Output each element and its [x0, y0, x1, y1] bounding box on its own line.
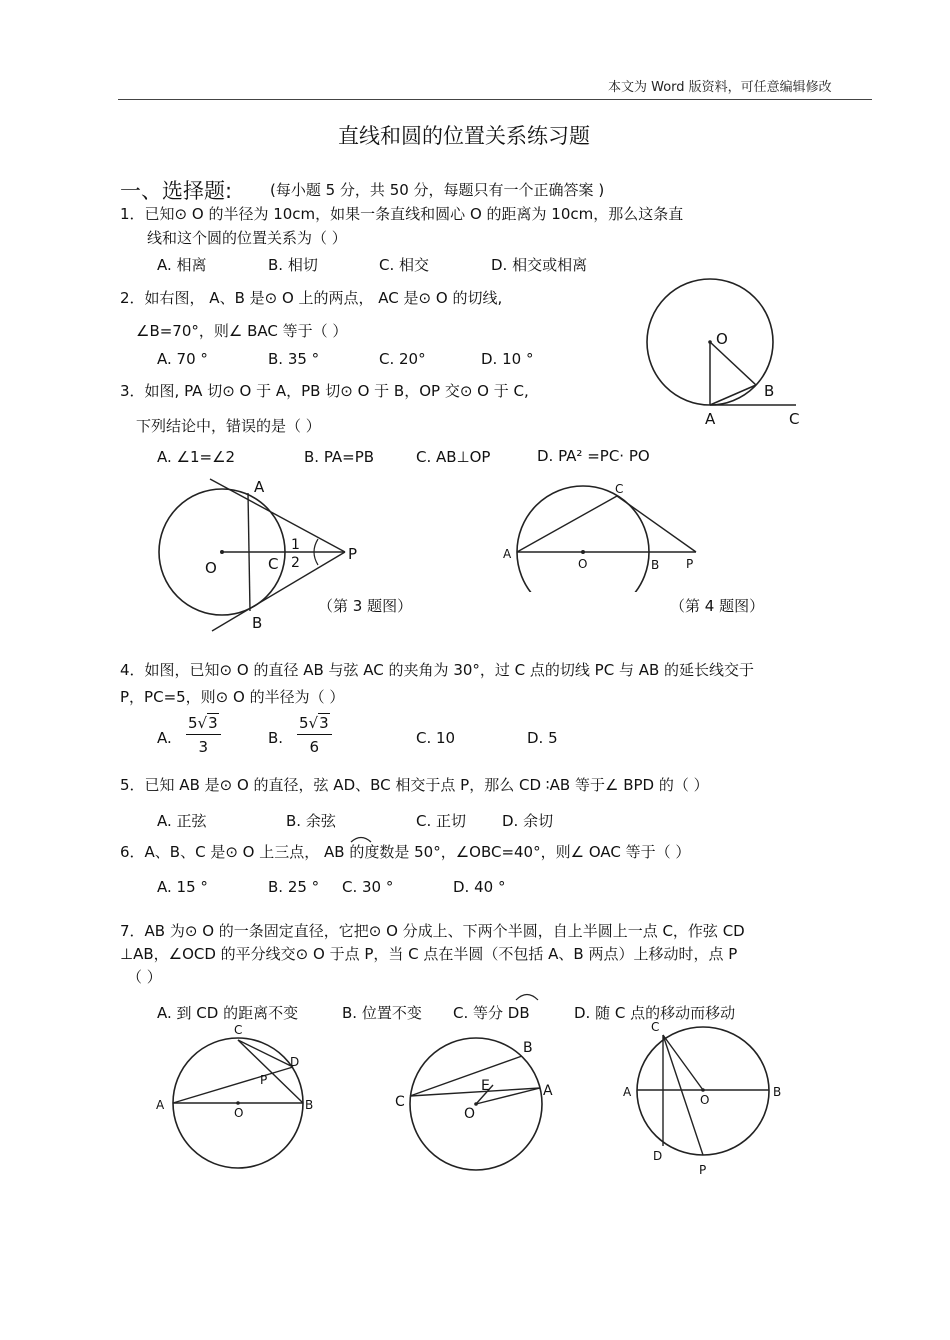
q6-option-b: B. 25 ° — [268, 878, 320, 896]
label-angle-1: 1 — [291, 537, 300, 553]
center-dot — [220, 550, 224, 554]
label-O: O — [716, 330, 728, 348]
tangent-PA — [210, 479, 345, 552]
q7-line2: ⊥AB，∠OCD 的平分线交⊙ O 于点 P，当 C 点在半圆（不包括 A、B 两点）上移动时，点 P — [120, 945, 738, 963]
q5-option-a: A. 正弦 — [157, 812, 207, 830]
label-A: A — [705, 410, 716, 428]
label-A: A — [254, 478, 265, 496]
q1-line2: 线和这个圆的位置关系为（ ） — [147, 229, 347, 247]
label-O: O — [464, 1106, 476, 1122]
figure-q7a — [150, 1020, 330, 1170]
q4-option-b-fraction: $\frac{5√3}{6}$ — [297, 714, 332, 756]
q4-option-a-label: A. — [157, 729, 172, 747]
label-A: A — [543, 1083, 553, 1099]
figure-q7b — [390, 1030, 560, 1180]
q5-option-b: B. 余弦 — [286, 812, 336, 830]
label-angle-2: 2 — [291, 555, 300, 571]
arc-mark-DB — [515, 991, 539, 1001]
label-D: D — [290, 1055, 300, 1069]
q6-option-c: C. 30 ° — [342, 878, 394, 896]
q2-line2: ∠B=70°，则∠ BAC 等于（ ） — [136, 322, 348, 340]
figure-q7c — [618, 1018, 793, 1183]
label-B: B — [305, 1098, 314, 1112]
label-A: A — [503, 547, 512, 561]
label-P: P — [260, 1073, 268, 1087]
label-C: C — [789, 410, 800, 428]
section-heading: 一、选择题: — [120, 179, 233, 203]
circle — [517, 486, 649, 592]
chord-CB — [238, 1040, 303, 1103]
tangent-PB — [212, 552, 345, 631]
label-C: C — [615, 482, 624, 496]
q4-option-b-label: B. — [268, 729, 284, 747]
q3-option-a: A. ∠1=∠2 — [157, 448, 236, 466]
label-O: O — [205, 559, 217, 577]
segment-OB — [710, 342, 756, 385]
figure-q2 — [638, 272, 818, 432]
label-E: E — [481, 1078, 490, 1094]
label-O: O — [234, 1106, 244, 1120]
segment-AB — [710, 385, 756, 405]
q3-line2: 下列结论中，错误的是（ ） — [136, 417, 321, 435]
q4-option-c: C. 10 — [416, 729, 456, 747]
label-B: B — [764, 382, 775, 400]
q4-line1: 4．如图，已知⊙ O 的直径 AB 与弦 AC 的夹角为 30°，过 C 点的切线 PC 与 AB 的延长线交于 — [120, 661, 755, 679]
q2-option-b: B. 35 ° — [268, 350, 320, 368]
q7-line1: 7．AB 为⊙ O 的一条固定直径，它把⊙ O 分成上、下两个半圆，自上半圆上一点 C，作弦 CD — [120, 922, 745, 940]
section-subheading: (每小题 5 分，共 50 分，每题只有一个正确答案 ) — [270, 181, 605, 199]
label-P: P — [699, 1163, 707, 1177]
q7-line3: （ ） — [127, 968, 162, 986]
tangent-PC — [617, 496, 696, 552]
q2-option-c: C. 20° — [379, 350, 426, 368]
q1-option-a: A. 相离 — [157, 256, 207, 274]
q4-option-a-fraction: $\frac{5√3}{3}$ — [186, 714, 221, 756]
center-dot — [708, 340, 712, 344]
header-note: 本文为 Word 版资料，可任意编辑修改 — [608, 80, 832, 95]
chord-AD — [173, 1067, 293, 1103]
q1-option-c: C. 相交 — [379, 256, 430, 274]
center-dot — [581, 550, 585, 554]
q1-option-b: B. 相切 — [268, 256, 318, 274]
q7-option-c: C. 等分 DB — [453, 1004, 530, 1022]
q3-option-c: C. AB⊥OP — [416, 448, 491, 466]
q3-line1: 3．如图, PA 切⊙ O 于 A，PB 切⊙ O 于 B，OP 交⊙ O 于 C, — [120, 382, 529, 400]
q2-option-a: A. 70 ° — [157, 350, 208, 368]
segment-CO — [663, 1035, 703, 1090]
center-dot — [236, 1101, 240, 1105]
label-B: B — [773, 1085, 782, 1099]
q3-option-b: B. PA=PB — [304, 448, 375, 466]
segment-CP — [663, 1035, 703, 1155]
figure-q4 — [500, 482, 710, 592]
label-A: A — [156, 1098, 165, 1112]
q4-option-a-numerator: 5 — [188, 714, 198, 732]
header-rule — [118, 99, 872, 100]
label-B: B — [252, 614, 263, 632]
q6-line1: 6．A、B、C 是⊙ O 上三点， AB 的度数是 50°，∠OBC=40°，则∠ OAC 等于（ ） — [120, 843, 691, 861]
label-P: P — [686, 557, 694, 571]
q7-option-d: D. 随 C 点的移动而移动 — [574, 1004, 736, 1022]
q5-option-d: D. 余切 — [502, 812, 554, 830]
q1-line1: 1．已知⊙ O 的半径为 10cm，如果一条直线和圆心 O 的距离为 10cm，那么这条直 — [120, 205, 684, 223]
q4-option-d: D. 5 — [527, 729, 558, 747]
q4-line2: P，PC=5，则⊙ O 的半径为（ ） — [120, 688, 345, 706]
label-C: C — [234, 1023, 243, 1037]
arc-mark-AB — [350, 835, 372, 843]
q1-option-d: D. 相交或相离 — [491, 256, 588, 274]
q3-option-d: D. PA² =PC· PO — [537, 447, 650, 465]
chord-AC — [517, 496, 617, 552]
q7-option-b: B. 位置不变 — [342, 1004, 422, 1022]
page-title: 直线和圆的位置关系练习题 — [338, 124, 590, 148]
label-C: C — [651, 1020, 660, 1034]
label-C: C — [395, 1094, 405, 1110]
q4-option-a-denominator: 3 — [198, 738, 209, 756]
label-B: B — [651, 558, 660, 572]
label-D: D — [653, 1149, 663, 1163]
center-dot — [701, 1088, 705, 1092]
label-A: A — [623, 1085, 632, 1099]
figure-q3-caption: （第 3 题图） — [318, 597, 413, 615]
label-C: C — [268, 555, 279, 573]
label-O: O — [700, 1093, 710, 1107]
q4-option-b-numerator: 5 — [299, 714, 309, 732]
q2-option-d: D. 10 ° — [481, 350, 534, 368]
figure-q4-caption: （第 4 题图） — [670, 597, 765, 615]
q6-option-a: A. 15 ° — [157, 878, 208, 896]
q5-option-c: C. 正切 — [416, 812, 467, 830]
q5-line1: 5．已知 AB 是⊙ O 的直径，弦 AD、BC 相交于点 P，那么 CD ∶AB 等于∠ BPD 的（ ） — [120, 776, 709, 794]
q7-option-a: A. 到 CD 的距离不变 — [157, 1004, 299, 1022]
q4-option-a-radicand: 3 — [208, 714, 218, 732]
q4-option-b-radicand: 3 — [319, 714, 329, 732]
q4-option-b-denominator: 6 — [309, 738, 320, 756]
label-O: O — [578, 557, 588, 571]
q6-option-d: D. 40 ° — [453, 878, 506, 896]
q2-line1: 2．如右图， A、B 是⊙ O 上的两点， AC 是⊙ O 的切线, — [120, 289, 503, 307]
label-B: B — [523, 1040, 533, 1056]
label-P: P — [348, 545, 358, 563]
